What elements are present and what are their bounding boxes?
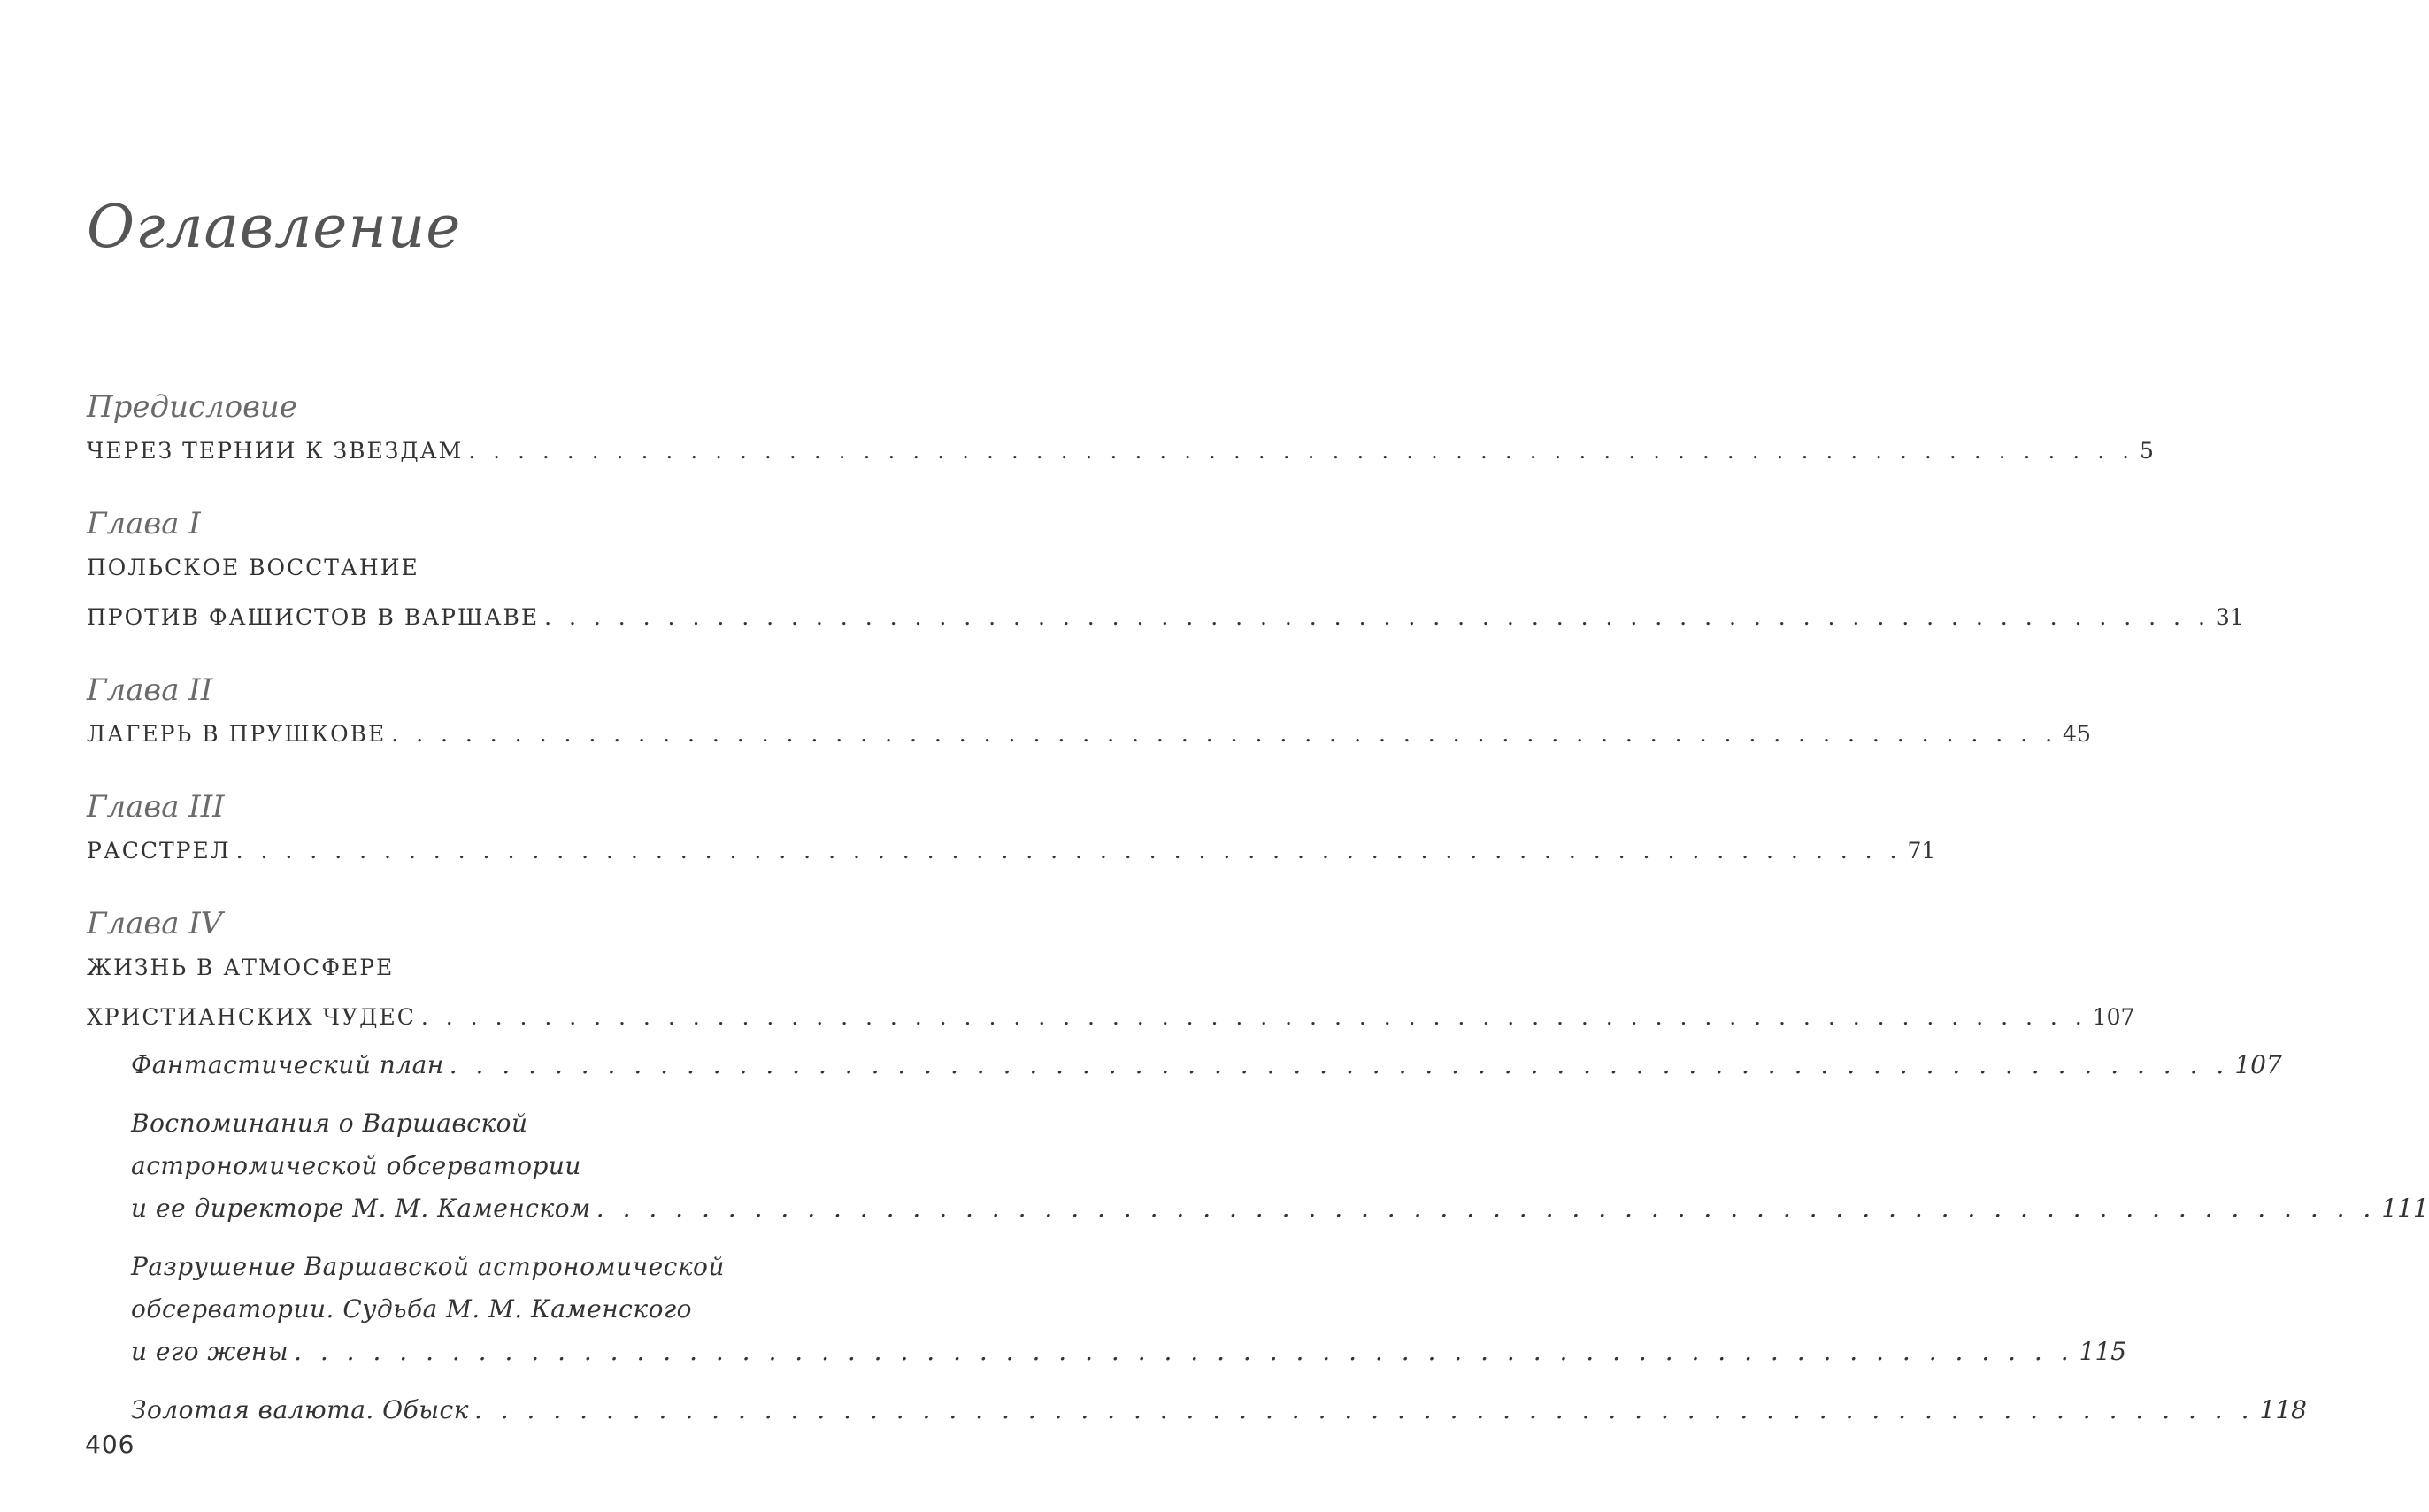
dot-leader: . . . . . . . . . . . . . . . . . . . . . . . . . . . . . . . . . . . . . . . . . . . . . . . . . . . . . . . . . . . . . . . . . . . . xyxy=(235,838,1902,863)
subentry-row[interactable] xyxy=(131,1044,2282,1086)
dot-leader: . . . . . . . . . . . . . . . . . . . . . . . . . . . . . . . . . . . . . . . . . . . . . . . . . . . . . . . . . . . . . . . . . . . . xyxy=(468,438,2135,464)
entry-title: ЖИЗНЬ В АТМОСФЕРЕ xyxy=(87,955,395,980)
subentry xyxy=(131,1102,2429,1230)
page-title: Оглавление xyxy=(87,193,462,261)
entry-title: ПОЛЬСКОЕ ВОССТАНИЕ xyxy=(87,555,419,580)
subentry-row[interactable] xyxy=(131,1389,2307,1431)
toc-entry-chapter-4 xyxy=(87,906,2429,1431)
entry-label: Глава I xyxy=(87,506,201,541)
entry-page-number: 45 xyxy=(2063,721,2091,747)
toc-entry-chapter-2 xyxy=(87,672,2091,752)
dot-leader: . . . . . . . . . . . . . . . . . . . . . . . . . . . . . . . . . . . . . . . . . . . . . . . . . . . . . . . . . . . . . . . . . . . . xyxy=(596,1193,2377,1223)
subentry-title: обсерватории. Судьба М. М. Каменского xyxy=(131,1294,692,1324)
subentry-title: Фантастический план xyxy=(131,1050,444,1079)
entry-title: ХРИСТИАНСКИХ ЧУДЕС xyxy=(87,1004,416,1030)
entry-label: Глава IV xyxy=(87,906,223,941)
entry-title: ЛАГЕРЬ В ПРУШКОВЕ xyxy=(87,721,387,747)
table-of-contents xyxy=(87,389,2429,1469)
entry-row[interactable] xyxy=(87,833,1936,869)
entry-title: ЧЕРЕЗ ТЕРНИИ К ЗВЕЗДАМ xyxy=(87,438,464,464)
subentry-page-number: 115 xyxy=(2079,1337,2127,1366)
dot-leader: . . . . . . . . . . . . . . . . . . . . . . . . . . . . . . . . . . . . . . . . . . . . . . . . . . . . . . . . . . . . . . . . . . . . xyxy=(294,1337,2074,1366)
toc-entry-chapter-3 xyxy=(87,789,1936,869)
dot-leader: . . . . . . . . . . . . . . . . . . . . . . . . . . . . . . . . . . . . . . . . . . . . . . . . . . . . . . . . . . . . . . . . . . . . xyxy=(473,1395,2255,1424)
subentry-page-number: 107 xyxy=(2234,1050,2282,1079)
entry-page-number: 5 xyxy=(2140,438,2154,464)
dot-leader: . . . . . . . . . . . . . . . . . . . . . . . . . . . . . . . . . . . . . . . . . . . . . . . . . . . . . . . . . . . . . . . . . . . . xyxy=(449,1050,2230,1079)
subentry xyxy=(131,1389,2307,1431)
entry-title: РАССТРЕЛ xyxy=(87,838,231,863)
subentry-title: Разрушение Варшавской астрономической xyxy=(131,1252,725,1281)
subentry-title: Воспоминания о Варшавской xyxy=(131,1109,528,1138)
subentry-page-number: 111 xyxy=(2381,1193,2429,1223)
entry-page-number: 31 xyxy=(2215,604,2244,630)
entry-label: Глава II xyxy=(87,672,213,708)
entry-label: Глава III xyxy=(87,789,225,825)
subentries xyxy=(87,1044,2429,1431)
toc-entry-preface xyxy=(87,389,2154,469)
subentry-title: Золотая валюта. Обыск xyxy=(131,1395,469,1424)
entry-page-number: 107 xyxy=(2092,1004,2135,1030)
subentry-row[interactable] xyxy=(131,1187,2429,1230)
subentry-row[interactable] xyxy=(131,1331,2127,1373)
entry-label: Предисловие xyxy=(87,389,297,425)
entry-row[interactable] xyxy=(87,1000,2135,1035)
entry-page-number: 71 xyxy=(1907,838,1936,863)
dot-leader: . . . . . . . . . . . . . . . . . . . . . . . . . . . . . . . . . . . . . . . . . . . . . . . . . . . . . . . . . . . . . . . . . . . . xyxy=(544,604,2210,630)
dot-leader: . . . . . . . . . . . . . . . . . . . . . . . . . . . . . . . . . . . . . . . . . . . . . . . . . . . . . . . . . . . . . . . . . . . . xyxy=(420,1004,2087,1030)
entry-title: ПРОТИВ ФАШИСТОВ В ВАРШАВЕ xyxy=(87,604,540,630)
entry-row[interactable] xyxy=(87,434,2154,469)
page-number: 406 xyxy=(85,1430,135,1459)
subentry-title: и его жены xyxy=(131,1337,289,1366)
subentry-page-number: 118 xyxy=(2259,1395,2307,1424)
entry-row[interactable] xyxy=(87,600,2244,635)
subentry xyxy=(131,1246,2127,1373)
subentry-title: астрономической обсерватории xyxy=(131,1151,581,1180)
subentry xyxy=(131,1044,2282,1086)
dot-leader: . . . . . . . . . . . . . . . . . . . . . . . . . . . . . . . . . . . . . . . . . . . . . . . . . . . . . . . . . . . . . . . . . . . . xyxy=(391,721,2058,747)
subentry-title: и ее директоре М. М. Каменском xyxy=(131,1193,591,1223)
toc-entry-chapter-1 xyxy=(87,506,2244,635)
entry-row[interactable] xyxy=(87,717,2091,752)
